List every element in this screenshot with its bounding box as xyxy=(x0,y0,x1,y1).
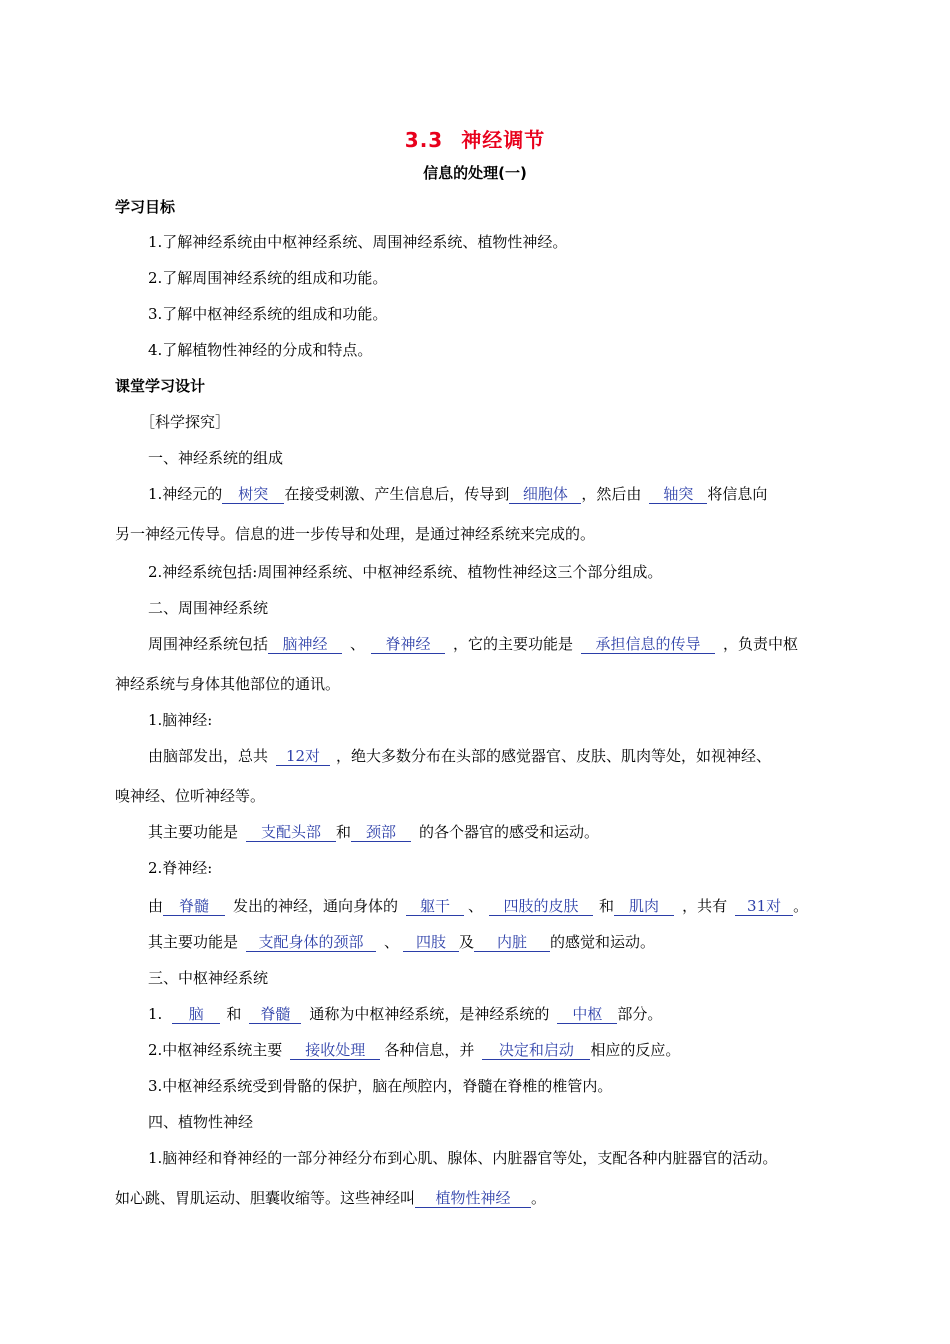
text: 在接受刺激、产生信息后，传导到 xyxy=(284,485,510,503)
answer-blank: 躯干 xyxy=(406,897,464,916)
text: 和 xyxy=(226,1005,242,1023)
answer-blank: 12对 xyxy=(276,747,330,766)
section-4-title: 四、植物性神经 xyxy=(148,1113,254,1131)
goals-heading: 学习目标 xyxy=(115,198,176,216)
text: 部分。 xyxy=(617,1005,663,1023)
title-number: 3.3 xyxy=(404,128,444,152)
peripheral-paragraph xyxy=(148,634,950,654)
section-3-title: 三、中枢神经系统 xyxy=(148,969,269,987)
cranial-nerve-title: 1.脑神经: xyxy=(148,711,213,729)
text: 各种信息，并 xyxy=(384,1041,475,1059)
answer-blank: 植物性神经 xyxy=(415,1189,531,1208)
title-text: 神经调节 xyxy=(461,128,546,152)
cns-paragraph-1 xyxy=(148,1004,950,1024)
text: ，它的主要功能是 xyxy=(453,635,574,653)
spinal-nerve-paragraph xyxy=(148,896,950,916)
text: ，共有 xyxy=(682,897,728,915)
answer-blank: 中枢 xyxy=(557,1005,617,1024)
cranial-nerve-paragraph-cont: 嗅神经、位听神经等。 xyxy=(115,787,266,805)
text: 的感觉和运动。 xyxy=(550,933,656,951)
autonomic-paragraph: 1.脑神经和脊神经的一部分神经分布到心肌、腺体、内脏器官等处，支配各种内脏器官的活动。 xyxy=(148,1149,778,1167)
text: 和 xyxy=(599,897,615,915)
text: ，绝大多数分布在头部的感觉器官、皮肤、肌肉等处，如视神经、 xyxy=(336,747,772,765)
goal-item-2: 2.了解周围神经系统的组成和功能。 xyxy=(148,269,388,287)
text: 、 xyxy=(350,635,366,653)
answer-blank: 四肢 xyxy=(403,933,459,952)
section-1-title: 一、神经系统的组成 xyxy=(148,449,284,467)
goal-item-1: 1.了解神经系统由中枢神经系统、周围神经系统、植物性神经。 xyxy=(148,233,568,251)
peripheral-paragraph-cont: 神经系统与身体其他部位的通讯。 xyxy=(115,675,341,693)
text: 。 xyxy=(793,897,809,915)
answer-blank: 脊髓 xyxy=(249,1005,301,1024)
answer-blank: 肌肉 xyxy=(614,897,674,916)
text: 1. xyxy=(148,1005,163,1023)
spinal-nerve-title: 2.脊神经: xyxy=(148,859,213,877)
answer-blank: 决定和启动 xyxy=(482,1041,590,1060)
text: 。 xyxy=(531,1189,547,1207)
text: 其主要功能是 xyxy=(148,823,239,841)
neuron-paragraph-cont: 另一神经元传导。信息的进一步传导和处理，是通过神经系统来完成的。 xyxy=(115,525,596,543)
text: 通称为中枢神经系统，是神经系统的 xyxy=(309,1005,550,1023)
text: 、 xyxy=(468,897,484,915)
goal-item-3: 3.了解中枢神经系统的组成和功能。 xyxy=(148,305,388,323)
answer-blank: 脑 xyxy=(172,1005,220,1024)
answer-blank: 接收处理 xyxy=(290,1041,380,1060)
answer-blank: 轴突 xyxy=(649,485,707,504)
text: 、 xyxy=(384,933,400,951)
cranial-nerve-paragraph xyxy=(148,746,950,766)
text: 的各个器官的感受和运动。 xyxy=(419,823,600,841)
text: 1.神经元的 xyxy=(148,485,223,503)
answer-blank: 脊髓 xyxy=(163,897,225,916)
science-inquiry-tag: ［科学探究］ xyxy=(140,413,231,431)
text: 其主要功能是 xyxy=(148,933,239,951)
autonomic-paragraph-cont xyxy=(115,1188,950,1208)
text: 由脑部发出，总共 xyxy=(148,747,269,765)
answer-blank: 脊神经 xyxy=(371,635,445,654)
answer-blank: 内脏 xyxy=(474,933,550,952)
text: ，然后由 xyxy=(581,485,642,503)
text: 由 xyxy=(148,897,164,915)
text: 发出的神经，通向身体的 xyxy=(233,897,399,915)
text: 周围神经系统包括 xyxy=(148,635,269,653)
answer-blank: 承担信息的传导 xyxy=(581,635,715,654)
design-heading: 课堂学习设计 xyxy=(115,377,206,395)
goal-item-4: 4.了解植物性神经的分成和特点。 xyxy=(148,341,373,359)
answer-blank: 树突 xyxy=(222,485,284,504)
cns-paragraph-3: 3.中枢神经系统受到骨骼的保护，脑在颅腔内，脊髓在脊椎的椎管内。 xyxy=(148,1077,613,1095)
page-subtitle: 信息的处理(一) xyxy=(423,164,527,182)
answer-blank: 脑神经 xyxy=(268,635,342,654)
answer-blank: 支配头部 xyxy=(246,823,336,842)
text: 和 xyxy=(336,823,352,841)
answer-blank: 四肢的皮肤 xyxy=(489,897,593,916)
page-title xyxy=(0,124,950,153)
text: 相应的反应。 xyxy=(590,1041,681,1059)
cns-paragraph-2 xyxy=(148,1040,950,1060)
answer-blank: 支配身体的颈部 xyxy=(246,933,376,952)
section-2-title: 二、周围神经系统 xyxy=(148,599,269,617)
neuron-paragraph xyxy=(148,484,950,504)
text: 如心跳、胃肌运动、胆囊收缩等。这些神经叫 xyxy=(115,1189,416,1207)
text: 及 xyxy=(459,933,475,951)
nervous-system-parts: 2.神经系统包括:周围神经系统、中枢神经系统、植物性神经这三个部分组成。 xyxy=(148,563,663,581)
answer-blank: 颈部 xyxy=(351,823,411,842)
text: 2.中枢神经系统主要 xyxy=(148,1041,283,1059)
answer-blank: 细胞体 xyxy=(509,485,581,504)
text: 将信息向 xyxy=(707,485,768,503)
text: ，负责中枢 xyxy=(723,635,799,653)
answer-blank: 31对 xyxy=(735,897,793,916)
spinal-nerve-function xyxy=(148,932,950,952)
cranial-nerve-function xyxy=(148,822,950,842)
